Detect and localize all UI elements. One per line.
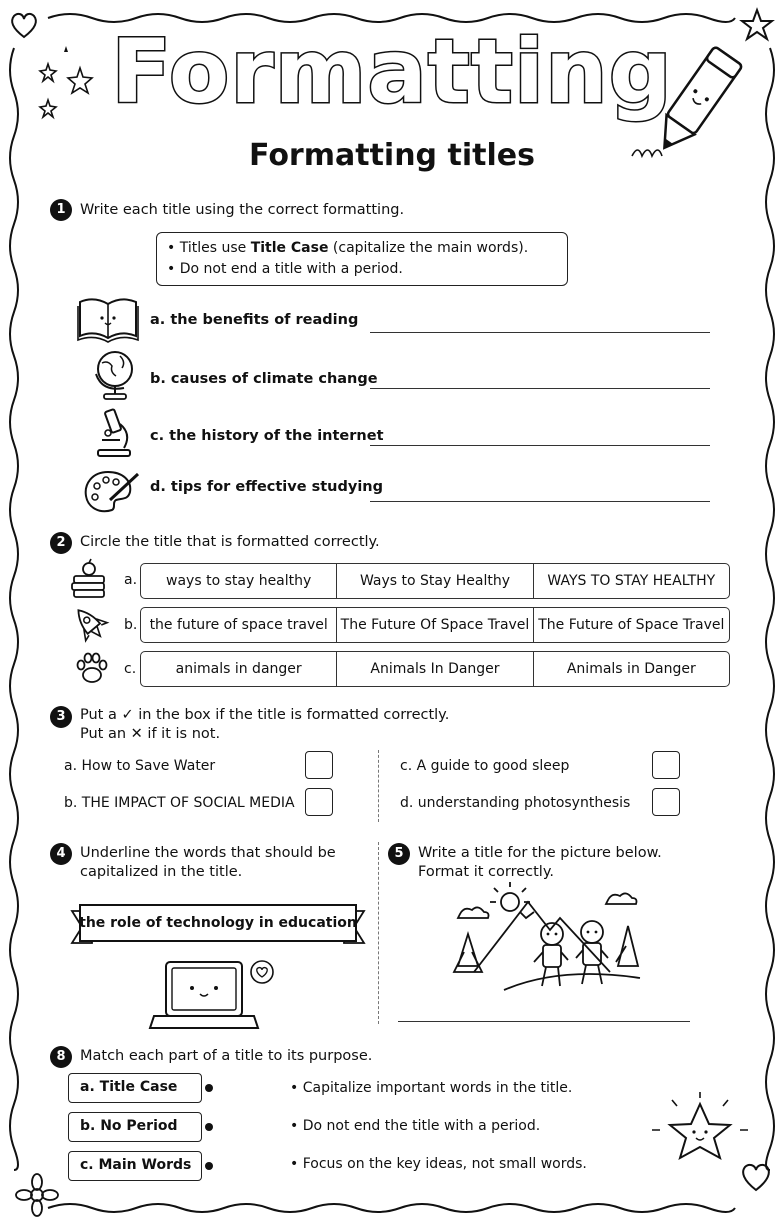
match-dot[interactable] [205,1123,213,1131]
answer-line[interactable] [370,445,710,446]
answer-line[interactable] [370,501,710,502]
match-dot[interactable] [205,1084,213,1092]
page-subtitle: Formatting titles [249,138,535,173]
option-3[interactable]: Animals in Danger [533,652,729,686]
section-instruction: capitalized in the title. [80,864,243,880]
check-item: a. How to Save Water [64,758,216,774]
match-purpose[interactable]: • Capitalize important words in the title. [290,1080,573,1096]
row-label: b. [124,617,138,633]
match-purpose[interactable]: • Do not end the title with a period. [290,1118,541,1134]
column-divider [378,750,379,822]
check-item: d. understanding photosynthesis [400,795,631,811]
answer-line[interactable] [398,1021,690,1022]
paw-icon [74,650,110,686]
options-row [140,651,730,687]
option-1[interactable]: animals in danger [175,661,302,677]
answer-checkbox[interactable] [305,751,333,779]
section-instruction: Write each title using the correct formatting. [80,202,405,218]
answer-checkbox[interactable] [652,788,680,816]
banner-title[interactable]: the role of technology in education [79,915,357,931]
section-instruction: Underline the words that should be [80,845,336,861]
section-number: 4 [50,843,72,865]
flower-icon [14,1172,60,1218]
check-item: c. A guide to good sleep [400,758,570,774]
section-instruction: Circle the title that is formatted correctly. [80,534,380,550]
list-item: b. causes of climate change [150,371,378,387]
section-instruction: Put a ✓ in the box if the title is formatted correctly. [80,707,450,723]
palette-icon [82,468,142,516]
match-dot[interactable] [205,1162,213,1170]
microscope-icon [92,406,136,460]
match-term[interactable]: c. Main Words [68,1151,202,1181]
list-item: c. the history of the internet [150,428,384,444]
option-1[interactable]: the future of space travel [149,617,328,633]
option-1[interactable]: ways to stay healthy [166,573,312,589]
section-number: 8 [50,1046,72,1068]
match-term[interactable]: b. No Period [68,1112,202,1142]
list-item: a. the benefits of reading [150,312,359,328]
options-row [140,607,730,643]
section-number: 5 [388,843,410,865]
books-apple-icon [70,558,110,600]
answer-line[interactable] [370,388,710,389]
list-item: d. tips for effective studying [150,479,383,495]
rule-no-period: • Do not end a title with a period. [167,261,403,277]
smiling-star-icon [650,1090,750,1170]
page-title: Formatting [111,20,673,123]
options-row [140,563,730,599]
answer-checkbox[interactable] [305,788,333,816]
section-instruction: Put an ✕ if it is not. [80,726,221,742]
answer-checkbox[interactable] [652,751,680,779]
section-instruction: Format it correctly. [418,864,554,880]
hikers-picture [440,882,646,994]
rocket-icon [68,604,112,644]
book-icon [76,296,140,342]
option-3[interactable]: WAYS TO STAY HEALTHY [533,564,729,598]
match-term[interactable]: a. Title Case [68,1073,202,1103]
option-2[interactable]: Animals In Danger [336,652,532,686]
check-icon: ✓ [121,707,134,723]
globe-icon [92,348,138,402]
column-divider [378,842,379,1024]
section-instruction: Write a title for the picture below. [418,845,662,861]
section-instruction: Match each part of a title to its purpose. [80,1048,373,1064]
row-label: a. [124,572,138,588]
section-number: 1 [50,199,72,221]
laptop-icon [150,958,280,1032]
check-item: b. THE IMPACT OF SOCIAL MEDIA [64,795,295,811]
match-purpose[interactable]: • Focus on the key ideas, not small words. [290,1156,587,1172]
section-number: 2 [50,532,72,554]
answer-line[interactable] [370,332,710,333]
rule-title-case: • Titles use Title Case (capitalize the main words). [167,240,529,256]
rules-box [156,232,568,286]
x-icon: ✕ [130,726,143,742]
option-3[interactable]: The Future of Space Travel [533,608,729,642]
row-label: c. [124,661,137,677]
option-2[interactable]: Ways to Stay Healthy [336,564,532,598]
section-number: 3 [50,706,72,728]
option-2[interactable]: The Future Of Space Travel [336,608,532,642]
